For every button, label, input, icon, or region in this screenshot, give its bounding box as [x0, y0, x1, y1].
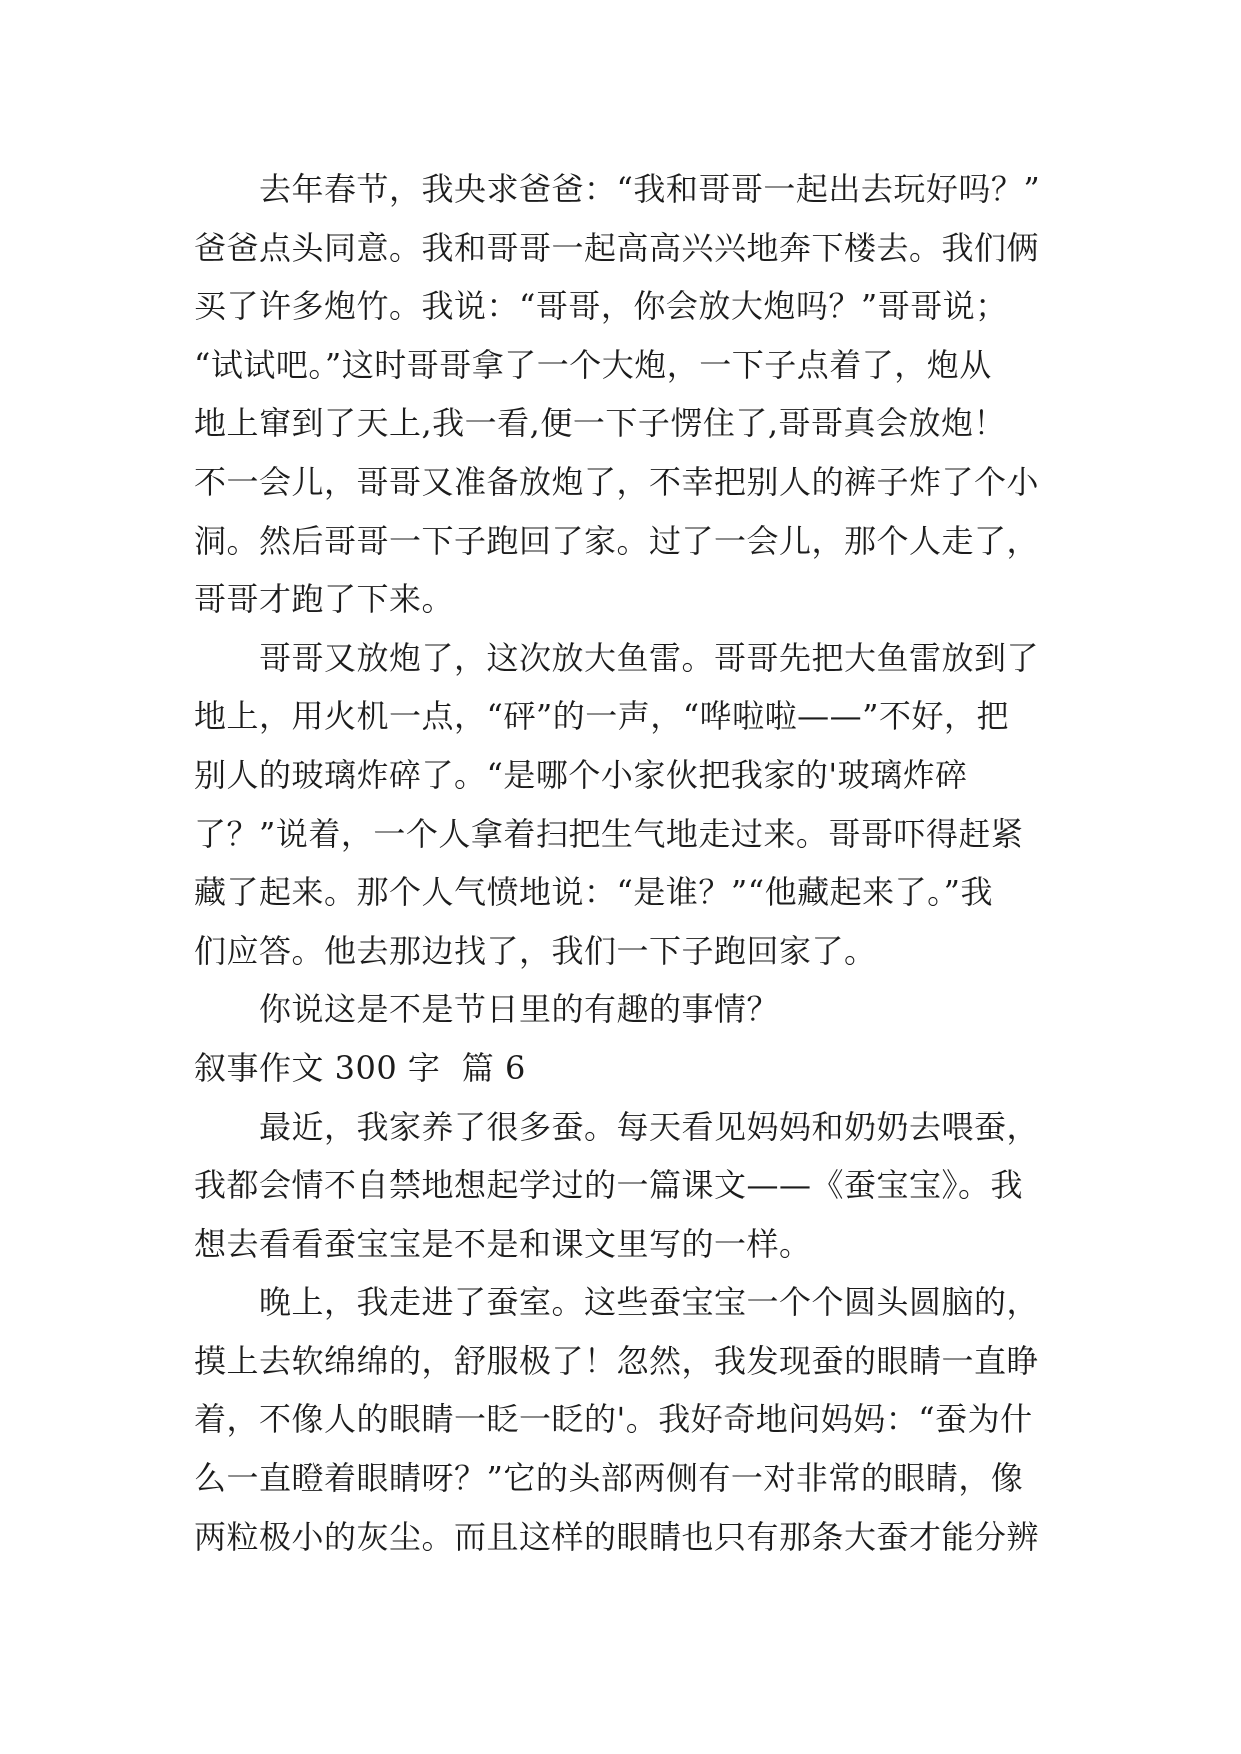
text-line: 了？”说着，一个人拿着扫把生气地走过来。哥哥吓得赶紧	[194, 814, 1024, 853]
document-body	[194, 160, 1094, 1566]
text-line: “试试吧。”这时哥哥拿了一个大炮，一下子点着了，炮从	[194, 345, 992, 384]
text-line: 摸上去软绵绵的，舒服极了！忽然，我发现蚕的眼睛一直睁	[194, 1341, 1040, 1380]
text-line: 晚上，我走进了蚕室。这些蚕宝宝一个个圆头圆脑的，	[259, 1283, 1040, 1322]
text-line: 你说这是不是节日里的有趣的事情？	[259, 990, 780, 1029]
story-section	[194, 160, 1094, 1039]
text-line: 藏了起来。那个人气愤地说：“是谁？”“他藏起来了。”我	[194, 873, 993, 912]
text-line: 爸爸点头同意。我和哥哥一起高高兴兴地奔下楼去。我们俩	[194, 228, 1040, 267]
section-heading: 叙事作文 300 字 篇 6	[194, 1048, 526, 1087]
text-line: 哥哥才跑了下来。	[194, 580, 455, 619]
text-line: 我都会情不自禁地想起学过的一篇课文——《蚕宝宝》。我	[194, 1166, 1024, 1205]
text-line: 着，不像人的眼睛一眨一眨的'。我好奇地问妈妈：“蚕为什	[194, 1400, 1033, 1439]
text-line: 洞。然后哥哥一下子跑回了家。过了一会儿，那个人走了，	[194, 521, 1040, 560]
text-line: 们应答。他去那边找了，我们一下子跑回家了。	[194, 931, 877, 970]
text-line: 哥哥又放炮了，这次放大鱼雷。哥哥先把大鱼雷放到了	[259, 638, 1040, 677]
paragraph	[194, 980, 1094, 1039]
text-line: 地上，用火机一点，“砰”的一声，“哗啦啦——”不好，把	[194, 697, 1009, 736]
text-line: 么一直瞪着眼睛呀？”它的头部两侧有一对非常的眼睛，像	[194, 1459, 1024, 1498]
text-line: 买了许多炮竹。我说：“哥哥，你会放大炮吗？”哥哥说；	[194, 287, 1008, 326]
text-line: 去年春节，我央求爸爸：“我和哥哥一起出去玩好吗？”	[259, 170, 1041, 208]
essay-section	[194, 1039, 1094, 1566]
paragraph	[194, 160, 1094, 629]
paragraph	[194, 629, 1094, 981]
paragraph	[194, 1273, 1094, 1566]
text-line: 地上窜到了天上,我一看,便一下子愣住了,哥哥真会放炮！	[194, 404, 1007, 443]
text-line: 想去看看蚕宝宝是不是和课文里写的一样。	[194, 1224, 812, 1263]
text-line: 别人的玻璃炸碎了。“是哪个小家伙把我家的'玻璃炸碎	[194, 755, 968, 794]
text-line: 最近，我家养了很多蚕。每天看见妈妈和奶奶去喂蚕，	[259, 1107, 1040, 1146]
text-line: 不一会儿，哥哥又准备放炮了，不幸把别人的裤子炸了个小	[194, 462, 1040, 501]
text-line: 两粒极小的灰尘。而且这样的眼睛也只有那条大蚕才能分辨	[194, 1517, 1040, 1556]
paragraph	[194, 1098, 1094, 1274]
